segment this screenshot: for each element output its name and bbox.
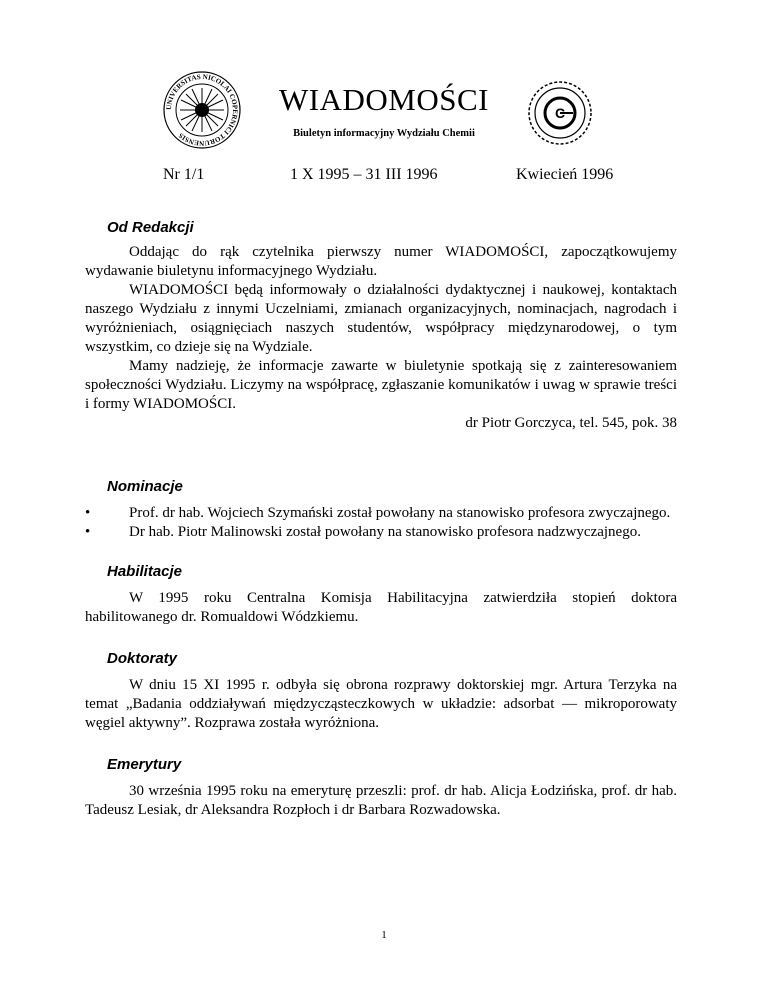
section-nominacje <box>85 477 677 542</box>
section-od-redakcji <box>85 218 677 433</box>
list-item: • Prof. dr hab. Wojciech Szymański został powołany na stanowisko profesora zwyczajnego. <box>85 505 671 521</box>
newsletter-title: WIADOMOŚCI <box>279 82 489 117</box>
section-heading: Od Redakcji <box>107 219 194 236</box>
section-heading: Doktoraty <box>107 650 178 667</box>
svg-text:UNIVERSITAS NICOLAI COPERNICI: UNIVERSITAS NICOLAI COPERNICI TORUNENSIS <box>164 72 240 148</box>
paragraph: Oddając do rąk czytelnika pierwszy numer WIADOMOŚCI, zapoczątkowujemy wydawanie biuletynu informacyjnego Wydziału. <box>85 244 677 279</box>
section-emerytury <box>85 755 677 820</box>
section-doktoraty <box>85 649 677 733</box>
issue-period: 1 X 1995 – 31 III 1996 <box>290 166 438 183</box>
section-heading: Emerytury <box>107 756 182 773</box>
svg-text:C: C <box>554 105 566 121</box>
paragraph: Mamy nadzieję, że informacje zawarte w biuletynie spotkają się z zainteresowaniem społeczności Wydziału. Liczymy na współpracę, zgłaszanie komunikatów i uwag w sprawie treści i formy WIADOMOŚCI. <box>85 358 677 412</box>
page-number: 1 <box>381 929 387 941</box>
signature: dr Piotr Gorczyca, tel. 545, pok. 38 <box>465 415 677 431</box>
section-heading: Nominacje <box>107 478 183 495</box>
paragraph: W 1995 roku Centralna Komisja Habilitacyjna zatwierdziła stopień doktora habilitowanego dr. Romualdowi Wódzkiemu. <box>85 590 677 625</box>
bulletin-body <box>85 218 677 820</box>
paragraph: 30 września 1995 roku na emeryturę przeszli: prof. dr hab. Alicja Łodzińska, prof. dr hab. Tadeusz Lesiak, dr Aleksandra Rozpłoch i dr Barbara Rozwadowska. <box>85 783 677 818</box>
issue-number: Nr 1/1 <box>163 166 205 183</box>
paragraph: W dniu 15 XI 1995 r. odbyła się obrona rozprawy doktorskiej mgr. Artura Terzyka na temat „Badania oddziaływań międzycząsteczkowych w układzie: adsorbat — mikroporowaty węgiel aktywny”. Rozprawa została wyróżniona. <box>85 677 677 731</box>
bullet-icon: • <box>85 524 91 540</box>
paragraph: WIADOMOŚCI będą informowały o działalności dydaktycznej i naukowej, kontaktach naszego Wydziału z innymi Uczelniami, zmianach organizacyjnych, nominacjach, nagrodach i wyróżnieniach, osiągnięciach naszych studentów, współpracy międzynarodowej, o tym wszystkim, co dzieje się na Wydziale. <box>85 282 677 355</box>
list-item: • Dr hab. Piotr Malinowski został powołany na stanowisko profesora nadzwyczajnego. <box>85 524 641 540</box>
section-habilitacje <box>85 562 677 627</box>
bullet-icon: • <box>85 505 91 521</box>
section-heading: Habilitacje <box>107 563 183 580</box>
issue-date: Kwiecień 1996 <box>516 166 614 183</box>
newsletter-subtitle: Biuletyn informacyjny Wydziału Chemii <box>293 128 475 139</box>
chemistry-faculty-logo <box>527 80 593 146</box>
